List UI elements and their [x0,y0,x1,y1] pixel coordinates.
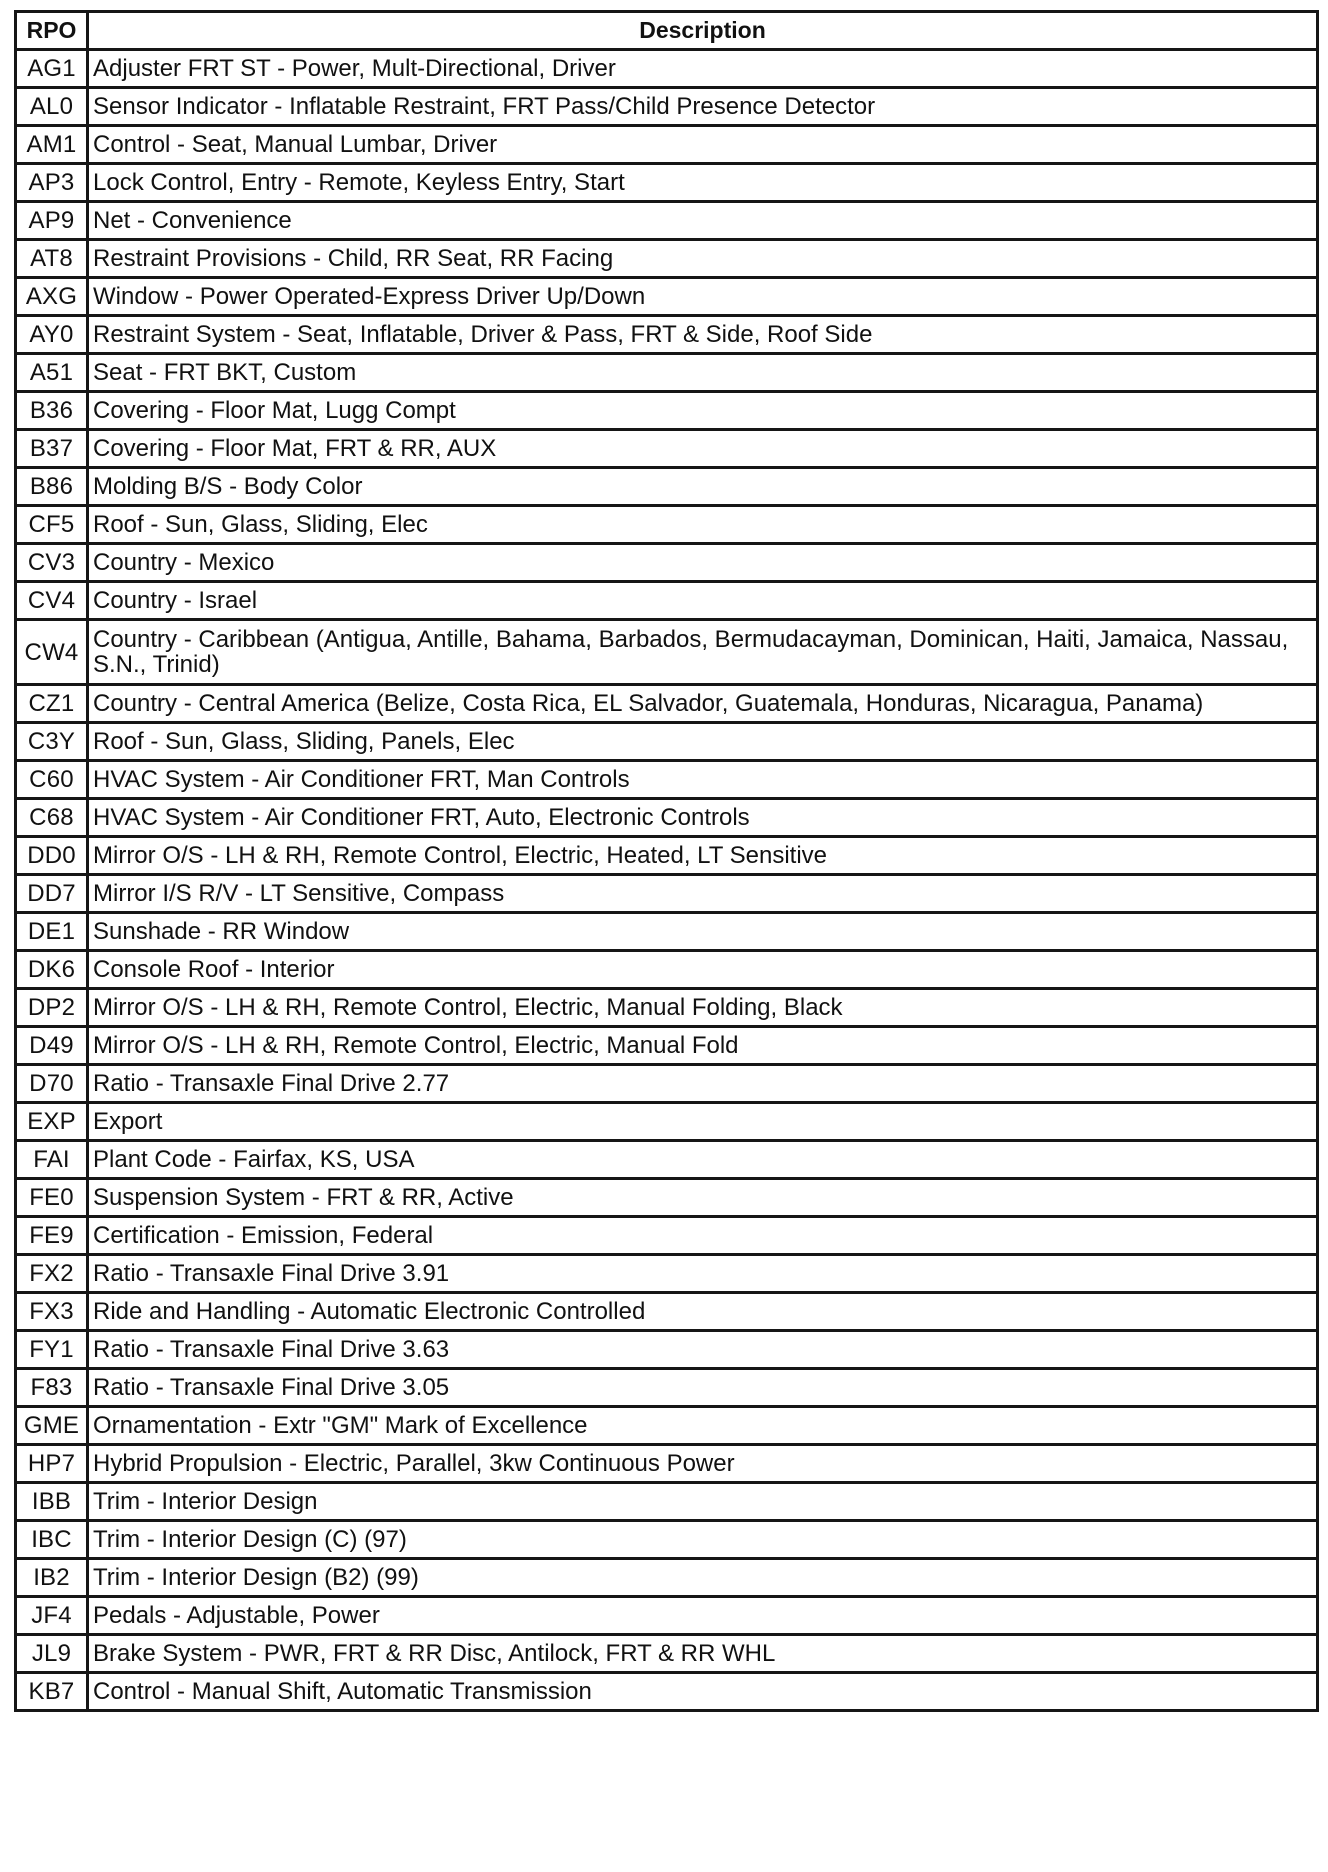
rpo-code-cell: HP7 [16,1445,88,1483]
description-cell: HVAC System - Air Conditioner FRT, Auto, Electronic Controls [88,799,1318,837]
description-cell: Roof - Sun, Glass, Sliding, Elec [88,506,1318,544]
rpo-table [14,10,1319,1712]
header-description: Description [88,12,1318,50]
rpo-code-cell: FE0 [16,1179,88,1217]
description-cell: Trim - Interior Design (B2) (99) [88,1559,1318,1597]
description-cell: Country - Mexico [88,544,1318,582]
description-cell: Ratio - Transaxle Final Drive 3.91 [88,1255,1318,1293]
rpo-code-cell: FX2 [16,1255,88,1293]
table-row [16,1369,1318,1407]
description-cell: Mirror O/S - LH & RH, Remote Control, Electric, Heated, LT Sensitive [88,837,1318,875]
description-cell: Mirror O/S - LH & RH, Remote Control, Electric, Manual Fold [88,1027,1318,1065]
rpo-code-cell: CW4 [16,620,88,685]
rpo-code-cell: AY0 [16,316,88,354]
rpo-code-cell: IB2 [16,1559,88,1597]
rpo-code-cell: B37 [16,430,88,468]
rpo-code-cell: DP2 [16,989,88,1027]
table-row [16,316,1318,354]
rpo-code-cell: F83 [16,1369,88,1407]
table-row [16,1445,1318,1483]
table-row [16,685,1318,723]
rpo-code-cell: C60 [16,761,88,799]
table-row [16,354,1318,392]
table-row [16,913,1318,951]
description-cell: Mirror I/S R/V - LT Sensitive, Compass [88,875,1318,913]
table-row [16,1635,1318,1673]
table-row [16,723,1318,761]
description-cell: Lock Control, Entry - Remote, Keyless Entry, Start [88,164,1318,202]
rpo-code-cell: EXP [16,1103,88,1141]
rpo-code-cell: IBC [16,1521,88,1559]
table-row [16,430,1318,468]
description-cell: Brake System - PWR, FRT & RR Disc, Antilock, FRT & RR WHL [88,1635,1318,1673]
table-row [16,88,1318,126]
description-cell: Ride and Handling - Automatic Electronic Controlled [88,1293,1318,1331]
header-rpo: RPO [16,12,88,50]
rpo-code-cell: AT8 [16,240,88,278]
description-cell: Restraint System - Seat, Inflatable, Driver & Pass, FRT & Side, Roof Side [88,316,1318,354]
rpo-code-cell: CF5 [16,506,88,544]
description-cell: Ratio - Transaxle Final Drive 3.05 [88,1369,1318,1407]
table-row [16,1673,1318,1711]
description-cell: Molding B/S - Body Color [88,468,1318,506]
rpo-code-cell: KB7 [16,1673,88,1711]
description-cell: Country - Caribbean (Antigua, Antille, Bahama, Barbados, Bermudacayman, Dominican, Haiti, Jamaica, Nassau, S.N., Trinid) [88,620,1318,685]
description-cell: Control - Seat, Manual Lumbar, Driver [88,126,1318,164]
description-cell: Control - Manual Shift, Automatic Transmission [88,1673,1318,1711]
rpo-code-cell: FY1 [16,1331,88,1369]
table-row [16,1483,1318,1521]
table-row [16,126,1318,164]
table-row [16,1141,1318,1179]
table-row [16,620,1318,685]
description-cell: Seat - FRT BKT, Custom [88,354,1318,392]
rpo-code-cell: AG1 [16,50,88,88]
rpo-code-cell: GME [16,1407,88,1445]
description-cell: Mirror O/S - LH & RH, Remote Control, Electric, Manual Folding, Black [88,989,1318,1027]
rpo-code-cell: AP3 [16,164,88,202]
table-row [16,1027,1318,1065]
description-cell: Sensor Indicator - Inflatable Restraint, FRT Pass/Child Presence Detector [88,88,1318,126]
rpo-code-cell: JL9 [16,1635,88,1673]
rpo-code-cell: AL0 [16,88,88,126]
rpo-code-cell: A51 [16,354,88,392]
rpo-code-cell: B36 [16,392,88,430]
rpo-code-cell: AP9 [16,202,88,240]
table-row [16,278,1318,316]
table-row [16,202,1318,240]
description-cell: Window - Power Operated-Express Driver Up/Down [88,278,1318,316]
description-cell: Suspension System - FRT & RR, Active [88,1179,1318,1217]
table-row [16,1065,1318,1103]
table-row [16,761,1318,799]
table-row [16,1559,1318,1597]
table-row [16,164,1318,202]
description-cell: Adjuster FRT ST - Power, Mult-Directional, Driver [88,50,1318,88]
rpo-code-cell: C68 [16,799,88,837]
rpo-code-cell: CV4 [16,582,88,620]
rpo-code-cell: AXG [16,278,88,316]
rpo-code-cell: FE9 [16,1217,88,1255]
table-row [16,544,1318,582]
table-row [16,989,1318,1027]
table-row [16,1217,1318,1255]
table-row [16,1103,1318,1141]
description-cell: Trim - Interior Design [88,1483,1318,1521]
rpo-code-cell: IBB [16,1483,88,1521]
table-row [16,468,1318,506]
rpo-code-cell: B86 [16,468,88,506]
description-cell: Certification - Emission, Federal [88,1217,1318,1255]
description-cell: Roof - Sun, Glass, Sliding, Panels, Elec [88,723,1318,761]
rpo-code-cell: C3Y [16,723,88,761]
rpo-code-cell: AM1 [16,126,88,164]
table-row [16,506,1318,544]
table-row [16,1255,1318,1293]
description-cell: Hybrid Propulsion - Electric, Parallel, 3kw Continuous Power [88,1445,1318,1483]
rpo-code-cell: CV3 [16,544,88,582]
rpo-code-cell: D70 [16,1065,88,1103]
header-row [16,12,1318,50]
description-cell: Covering - Floor Mat, Lugg Compt [88,392,1318,430]
rpo-code-cell: DK6 [16,951,88,989]
description-cell: Export [88,1103,1318,1141]
table-body [16,50,1318,1711]
rpo-code-cell: D49 [16,1027,88,1065]
table-row [16,1407,1318,1445]
table-row [16,837,1318,875]
description-cell: Country - Central America (Belize, Costa Rica, EL Salvador, Guatemala, Honduras, Nicaragua, Panama) [88,685,1318,723]
description-cell: Restraint Provisions - Child, RR Seat, RR Facing [88,240,1318,278]
rpo-code-cell: CZ1 [16,685,88,723]
table-row [16,50,1318,88]
rpo-code-cell: FX3 [16,1293,88,1331]
rpo-code-cell: DD7 [16,875,88,913]
description-cell: Pedals - Adjustable, Power [88,1597,1318,1635]
rpo-code-cell: DE1 [16,913,88,951]
table-row [16,951,1318,989]
description-cell: Trim - Interior Design (C) (97) [88,1521,1318,1559]
description-cell: Country - Israel [88,582,1318,620]
table-row [16,240,1318,278]
description-cell: Plant Code - Fairfax, KS, USA [88,1141,1318,1179]
table-row [16,582,1318,620]
description-cell: Net - Convenience [88,202,1318,240]
description-cell: Ratio - Transaxle Final Drive 2.77 [88,1065,1318,1103]
table-row [16,875,1318,913]
rpo-code-cell: FAI [16,1141,88,1179]
table-row [16,1179,1318,1217]
description-cell: Covering - Floor Mat, FRT & RR, AUX [88,430,1318,468]
description-cell: Sunshade - RR Window [88,913,1318,951]
table-row [16,1293,1318,1331]
table-row [16,1597,1318,1635]
table-row [16,1521,1318,1559]
description-cell: Console Roof - Interior [88,951,1318,989]
description-cell: HVAC System - Air Conditioner FRT, Man Controls [88,761,1318,799]
table-row [16,799,1318,837]
rpo-code-cell: JF4 [16,1597,88,1635]
rpo-code-cell: DD0 [16,837,88,875]
table-row [16,1331,1318,1369]
description-cell: Ornamentation - Extr "GM" Mark of Excellence [88,1407,1318,1445]
table-row [16,392,1318,430]
description-cell: Ratio - Transaxle Final Drive 3.63 [88,1331,1318,1369]
